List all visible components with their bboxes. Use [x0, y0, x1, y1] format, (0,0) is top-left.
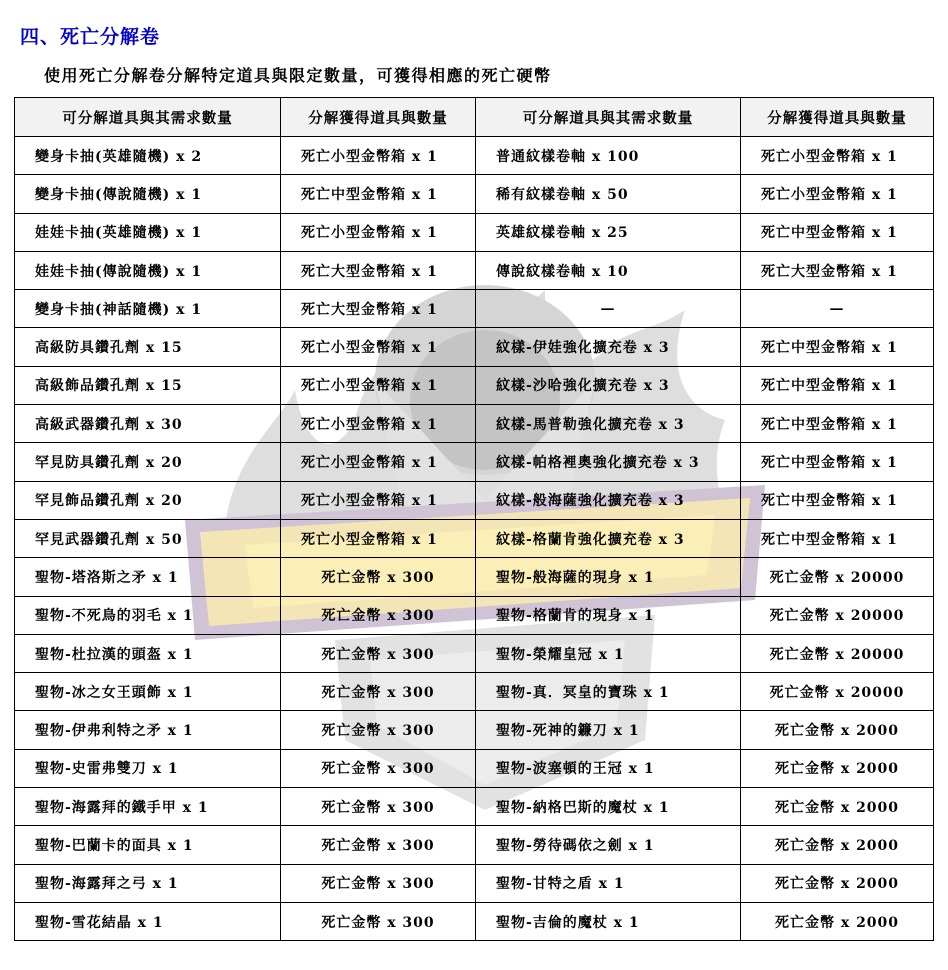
input-item-cell: 罕見武器鑽孔劑 x 50	[15, 519, 281, 557]
input-item-cell: 高級飾品鑽孔劑 x 15	[15, 366, 281, 404]
reward-cell: 死亡金幣 x 300	[281, 596, 476, 634]
input-item-cell: 聖物-海露拜的鐵手甲 x 1	[15, 788, 281, 826]
reward-cell: 死亡金幣 x 300	[281, 864, 476, 902]
header-row	[15, 98, 934, 137]
reward-cell: 死亡中型金幣箱 x 1	[741, 328, 934, 366]
table-row	[15, 826, 934, 864]
input-item-cell: 聖物-納格巴斯的魔杖 x 1	[476, 788, 741, 826]
reward-cell: 死亡金幣 x 2000	[741, 711, 934, 749]
table-row	[15, 366, 934, 404]
input-item-cell: —	[476, 290, 741, 328]
reward-cell: 死亡金幣 x 20000	[741, 673, 934, 711]
input-item-cell: 聖物-海露拜之弓 x 1	[15, 864, 281, 902]
input-item-cell: 罕見飾品鑽孔劑 x 20	[15, 481, 281, 519]
table-row	[15, 673, 934, 711]
reward-cell: 死亡小型金幣箱 x 1	[281, 137, 476, 175]
table-row	[15, 213, 934, 251]
input-item-cell: 娃娃卡抽(傳說隨機) x 1	[15, 251, 281, 289]
header-cell: 可分解道具與其需求數量	[15, 98, 281, 137]
table-row	[15, 328, 934, 366]
reward-cell: 死亡金幣 x 2000	[741, 788, 934, 826]
input-item-cell: 罕見防具鑽孔劑 x 20	[15, 443, 281, 481]
input-item-cell: 聖物-塔洛斯之矛 x 1	[15, 558, 281, 596]
reward-cell: 死亡小型金幣箱 x 1	[281, 213, 476, 251]
reward-cell: 死亡金幣 x 300	[281, 826, 476, 864]
reward-cell: 死亡中型金幣箱 x 1	[741, 481, 934, 519]
reward-cell: 死亡金幣 x 300	[281, 788, 476, 826]
table-row	[15, 749, 934, 787]
input-item-cell: 聖物-不死鳥的羽毛 x 1	[15, 596, 281, 634]
table-row	[15, 711, 934, 749]
reward-cell: 死亡中型金幣箱 x 1	[741, 366, 934, 404]
input-item-cell: 紋樣-沙哈強化擴充卷 x 3	[476, 366, 741, 404]
reward-cell: 死亡金幣 x 2000	[741, 826, 934, 864]
table-row	[15, 405, 934, 443]
reward-cell: 死亡中型金幣箱 x 1	[741, 213, 934, 251]
table-row	[15, 251, 934, 289]
reward-cell: 死亡小型金幣箱 x 1	[281, 328, 476, 366]
input-item-cell: 紋樣-格蘭肯強化擴充卷 x 3	[476, 519, 741, 557]
reward-cell: 死亡中型金幣箱 x 1	[741, 405, 934, 443]
table-row	[15, 481, 934, 519]
input-item-cell: 變身卡抽(傳說隨機) x 1	[15, 175, 281, 213]
input-item-cell: 聖物-雪花結晶 x 1	[15, 902, 281, 940]
input-item-cell: 聖物-甘特之盾 x 1	[476, 864, 741, 902]
input-item-cell: 聖物-榮耀皇冠 x 1	[476, 634, 741, 672]
table-body	[15, 137, 934, 941]
reward-cell: 死亡金幣 x 300	[281, 558, 476, 596]
header-cell: 分解獲得道具與數量	[281, 98, 476, 137]
reward-cell: 死亡小型金幣箱 x 1	[281, 443, 476, 481]
reward-cell: 死亡金幣 x 2000	[741, 864, 934, 902]
reward-cell: 死亡小型金幣箱 x 1	[281, 405, 476, 443]
input-item-cell: 英雄紋樣卷軸 x 25	[476, 213, 741, 251]
table-row	[15, 634, 934, 672]
reward-cell: 死亡小型金幣箱 x 1	[281, 481, 476, 519]
input-item-cell: 高級武器鑽孔劑 x 30	[15, 405, 281, 443]
reward-cell: 死亡大型金幣箱 x 1	[281, 251, 476, 289]
input-item-cell: 紋樣-馬普勒強化擴充卷 x 3	[476, 405, 741, 443]
reward-cell: 死亡小型金幣箱 x 1	[741, 175, 934, 213]
input-item-cell: 普通紋樣卷軸 x 100	[476, 137, 741, 175]
input-item-cell: 紋樣-伊娃強化擴充卷 x 3	[476, 328, 741, 366]
reward-cell: 死亡金幣 x 2000	[741, 902, 934, 940]
table-row	[15, 788, 934, 826]
reward-cell: 死亡中型金幣箱 x 1	[281, 175, 476, 213]
header-cell: 可分解道具與其需求數量	[476, 98, 741, 137]
table-row	[15, 902, 934, 940]
table-row	[15, 558, 934, 596]
table-header	[15, 98, 934, 137]
reward-cell: 死亡大型金幣箱 x 1	[281, 290, 476, 328]
reward-cell: 死亡金幣 x 300	[281, 634, 476, 672]
reward-cell: 死亡小型金幣箱 x 1	[741, 137, 934, 175]
reward-cell: 死亡小型金幣箱 x 1	[281, 519, 476, 557]
reward-cell: 死亡大型金幣箱 x 1	[741, 251, 934, 289]
reward-cell: 死亡金幣 x 20000	[741, 558, 934, 596]
reward-cell: 死亡中型金幣箱 x 1	[741, 519, 934, 557]
section-subtitle: 使用死亡分解卷分解特定道具與限定數量，可獲得相應的死亡硬幣	[44, 66, 552, 85]
input-item-cell: 聖物-真．冥皇的寶珠 x 1	[476, 673, 741, 711]
section-title: 四、死亡分解卷	[20, 26, 161, 48]
input-item-cell: 聖物-巴蘭卡的面具 x 1	[15, 826, 281, 864]
reward-cell: 死亡金幣 x 20000	[741, 634, 934, 672]
input-item-cell: 聖物-史雷弗雙刀 x 1	[15, 749, 281, 787]
table-row	[15, 137, 934, 175]
input-item-cell: 傳說紋樣卷軸 x 10	[476, 251, 741, 289]
input-item-cell: 聖物-勞待碼依之劍 x 1	[476, 826, 741, 864]
input-item-cell: 紋樣-般海薩強化擴充卷 x 3	[476, 481, 741, 519]
reward-cell: —	[741, 290, 934, 328]
input-item-cell: 變身卡抽(神話隨機) x 1	[15, 290, 281, 328]
exchange-table	[14, 97, 934, 941]
input-item-cell: 聖物-格蘭肯的現身 x 1	[476, 596, 741, 634]
input-item-cell: 聖物-杜拉漢的頭盔 x 1	[15, 634, 281, 672]
table-row	[15, 175, 934, 213]
input-item-cell: 聖物-死神的鐮刀 x 1	[476, 711, 741, 749]
input-item-cell: 聖物-冰之女王頭飾 x 1	[15, 673, 281, 711]
header-cell: 分解獲得道具與數量	[741, 98, 934, 137]
table-row	[15, 596, 934, 634]
input-item-cell: 娃娃卡抽(英雄隨機) x 1	[15, 213, 281, 251]
input-item-cell: 變身卡抽(英雄隨機) x 2	[15, 137, 281, 175]
reward-cell: 死亡金幣 x 20000	[741, 596, 934, 634]
reward-cell: 死亡金幣 x 2000	[741, 749, 934, 787]
reward-cell: 死亡金幣 x 300	[281, 749, 476, 787]
reward-cell: 死亡金幣 x 300	[281, 673, 476, 711]
input-item-cell: 聖物-般海薩的現身 x 1	[476, 558, 741, 596]
reward-cell: 死亡小型金幣箱 x 1	[281, 366, 476, 404]
input-item-cell: 聖物-波塞頓的王冠 x 1	[476, 749, 741, 787]
table-row	[15, 864, 934, 902]
input-item-cell: 高級防具鑽孔劑 x 15	[15, 328, 281, 366]
table-row	[15, 519, 934, 557]
table-row	[15, 290, 934, 328]
reward-cell: 死亡金幣 x 300	[281, 902, 476, 940]
input-item-cell: 聖物-伊弗利特之矛 x 1	[15, 711, 281, 749]
input-item-cell: 紋樣-帕格裡奧強化擴充卷 x 3	[476, 443, 741, 481]
reward-cell: 死亡中型金幣箱 x 1	[741, 443, 934, 481]
input-item-cell: 聖物-吉倫的魔杖 x 1	[476, 902, 741, 940]
input-item-cell: 稀有紋樣卷軸 x 50	[476, 175, 741, 213]
reward-cell: 死亡金幣 x 300	[281, 711, 476, 749]
table-row	[15, 443, 934, 481]
